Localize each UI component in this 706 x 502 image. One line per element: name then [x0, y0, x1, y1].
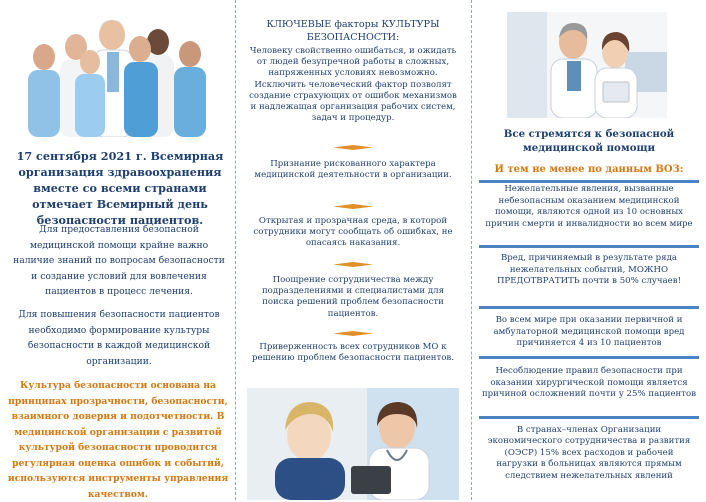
section-bar: [479, 306, 699, 309]
who-data-subheading: И тем не менее по данным ВОЗ:: [494, 164, 684, 175]
doctors-group-photo: [6, 2, 228, 137]
who-fact: Нежелательные явления, вызванные небезопасным оказанием медицинской помощи, являются одной из 10 основных причин смерти и инвалидности во всем мире: [485, 184, 693, 229]
separator-diamond: [333, 262, 373, 267]
key-factor-item: Открытая и прозрачная среда, в которой сотрудники могут сообщать об ошибках, не опасаясь наказания.: [253, 216, 453, 249]
section-bar: [479, 180, 699, 183]
doctors-group-illustration: [6, 2, 228, 137]
intro-paragraph: Для предоставления безопасной медицинской помощи крайне важно наличие знаний по вопросам безопасности и создание условий для вовлечения пациентов в процесс лечения.: [13, 224, 225, 297]
doctors-consult-photo: [507, 12, 667, 118]
panel-left: [0, 0, 235, 500]
panel-right: [471, 0, 706, 500]
key-factor-item: Приверженность всех сотрудников МО к решению проблем безопасности пациентов.: [252, 342, 454, 364]
panel-middle: [235, 0, 471, 500]
culture-principles-paragraph: Культура безопасности основана на принципах прозрачности, безопасности, взаимного доверия и подотчетности. В медицинской организации с развитой культурой безопасности проводится регулярная оценка ошибок и событий, используются инструменты управления качеством.: [7, 380, 229, 500]
separator-diamond: [333, 331, 373, 336]
key-factor-item: Человеку свойственно ошибаться, и ожидать от людей безупречной работы в сложных, напряженных условиях невозможно. Исключить человеческий фактор позволят создание страхующих от ошибок механизмов и надлежащая организация рабочих систем, задач и процедур.: [249, 46, 457, 124]
doctor-patient-illustration: [247, 388, 459, 500]
section-bar: [479, 356, 699, 359]
who-fact: Во всем мире при оказании первичной и амбулаторной медицинской помощи вред причиняется 4 из 10 пациентов: [493, 315, 685, 349]
section-bar: [479, 416, 699, 419]
doctors-consult-illustration: [507, 12, 667, 118]
safe-care-heading: Все стремятся к безопасной медицинской помощи: [503, 128, 675, 154]
doctor-patient-photo: [247, 388, 459, 500]
who-fact: В странах–членах Организации экономического сотрудничества и развития (ОЭСР) 15% всех расходов и рабочей нагрузки в больницах являются прямым следствием нежелательных явлений: [487, 425, 691, 481]
who-fact: Несоблюдение правил безопасности при оказании хирургической помощи является причиной осложнений почти у 25% пациентов: [481, 366, 697, 400]
key-factors-title: КЛЮЧЕВЫЕ факторы КУЛЬТУРЫ БЕЗОПАСНОСТИ:: [266, 19, 440, 43]
separator-diamond: [333, 145, 373, 150]
culture-paragraph: Для повышения безопасности пациентов необходимо формирование культуры безопасности в каждой медицинской организации.: [18, 309, 220, 367]
section-bar: [479, 245, 699, 248]
campaign-headline: 17 сентября 2021 г. Всемирная организация здравоохранения вместе со всеми странами отмечает Всемирный день безопасности пациентов.: [16, 149, 224, 227]
key-factor-item: Признание рискованного характера медицинской деятельности в организации.: [254, 159, 452, 181]
key-factor-item: Поощрение сотрудничества между подразделениями и специалистами для поиска решений проблем безопасности пациентов.: [261, 275, 445, 319]
separator-diamond: [333, 204, 373, 209]
who-fact: Вред, причиняемый в результате ряда нежелательных событий, МОЖНО ПРЕДОТВРАТИТЬ почти в 50% случаев!: [496, 253, 682, 287]
